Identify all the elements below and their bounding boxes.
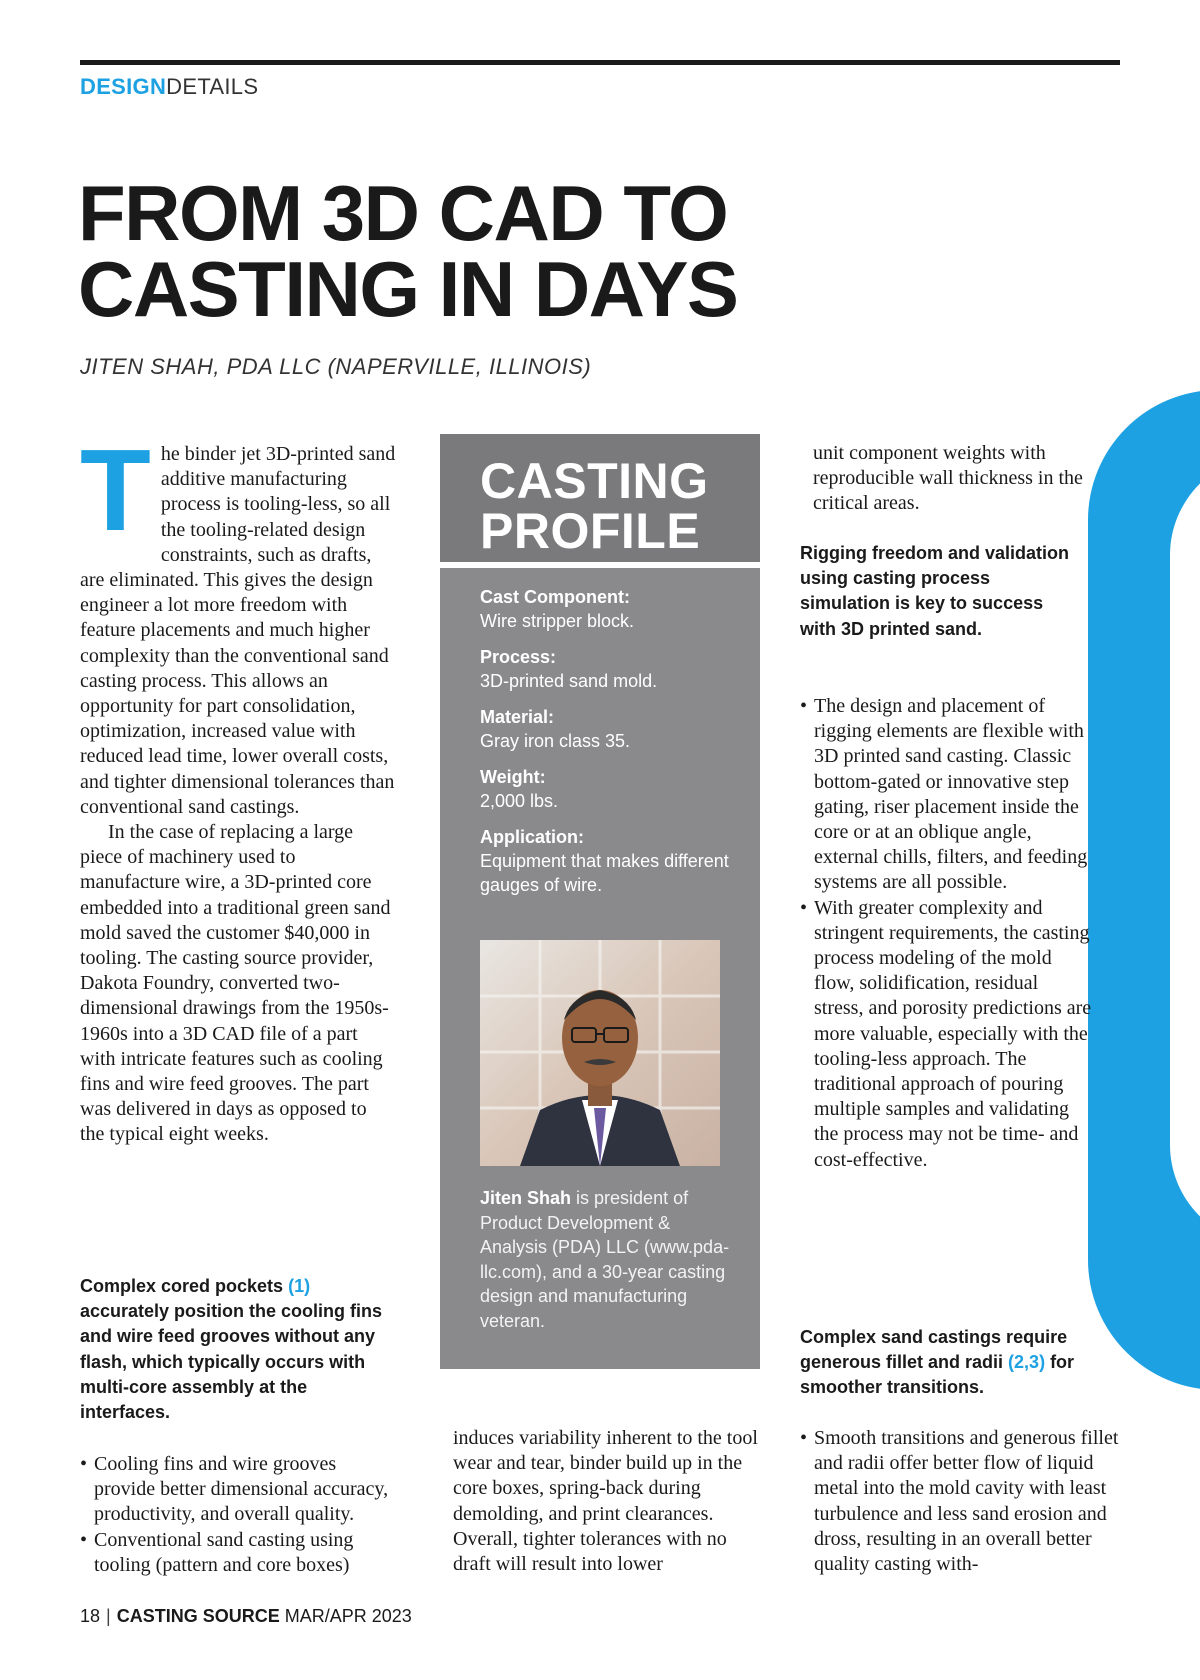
author-bio-text: is president of Product Development & Analysis (PDA) LLC (www.pda-llc.com), and a 30-year casting design and manufacturing veteran. (480, 1188, 730, 1331)
byline: JITEN SHAH, PDA LLC (NAPERVILLE, ILLINOIS) (80, 354, 592, 379)
title-line-1: FROM 3D CAD TO (78, 169, 728, 257)
profile-field-application (480, 825, 740, 897)
paragraph-1-text: he binder jet 3D-printed sand additive manufacturing process is tooling-less, so all the tooling-related design constraints, such as drafts, are eliminated. This gives the design engineer a lot more freedom with feature placements and much higher complexity than the conventional sand casting process. This allows an opportunity for part consolidation, optimization, increased value with reduced lead time, lower overall costs, and tighter dimensional tolerances than conventional sand castings. (80, 443, 396, 818)
subhead-rigging: Rigging freedom and validation using casting process simulation is key to success with 3D printed sand. (800, 543, 1070, 639)
paragraph-col3-top: unit component weights with reproducible wall thickness in the critical areas. (813, 442, 1083, 515)
profile-field-weight (480, 765, 740, 813)
author-photo (480, 940, 720, 1166)
field-value: Equipment that makes different gauges of wire. (480, 851, 729, 895)
figure-ref-1: (1) (288, 1276, 311, 1296)
title-line-2: CASTING IN DAYS (78, 245, 738, 333)
subhead-cored-pockets-text-cont: accurately position the cooling fins and wire feed grooves without any flash, which typically occurs with multi-core assembly at the interfaces. (80, 1301, 383, 1423)
column-1-body (80, 425, 396, 1148)
list-item: • With greater complexity and stringent requirements, the casting process modeling of the mold flow, solidification, residual stress, and porosity predictions are more valuable, especially with the tooling-less approach. The traditional approach of pouring multiple samples and validating the process may not be time- and cost-effective. (800, 896, 1092, 1173)
list-item: • The design and placement of rigging elements are flexible with 3D printed sand casting. Classic bottom-gated or innovative step gating, riser placement inside the core or at an oblique angle, external chills, filters, and feeding systems are all possible. (800, 694, 1092, 896)
column-3-bullets-1 (800, 694, 1092, 1173)
bullet-list-3 (800, 1426, 1120, 1577)
section-label-details: DETAILS (166, 74, 259, 99)
field-label: Application: (480, 827, 584, 847)
decorative-arc-cutout (1170, 455, 1200, 1245)
profile-field-cast-component (480, 585, 740, 633)
article-title (78, 169, 878, 333)
profile-title-line-1: CASTING (480, 453, 709, 509)
profile-divider (440, 562, 760, 568)
issue-date: MAR/APR 2023 (284, 1606, 412, 1626)
column-2-bottom (453, 1426, 769, 1577)
profile-title-line-2: PROFILE (480, 503, 701, 559)
casting-profile-header (440, 434, 760, 562)
subhead-fillets-text: Complex sand castings require generous fillet and radii (800, 1327, 1068, 1373)
subhead-fillets-text-cont: for smoother transitions. (800, 1352, 1075, 1398)
field-value: Gray iron class 35. (480, 731, 631, 751)
field-value: 2,000 lbs. (480, 791, 559, 811)
paragraph-1 (80, 425, 396, 820)
bullet-list-2 (800, 694, 1092, 1173)
field-label: Cast Component: (480, 587, 630, 607)
page-number: 18 (80, 1606, 101, 1626)
paragraph-2: In the case of replacing a large piece of machinery used to manufacture wire, a 3D-printed core embedded into a traditional green sand mold saved the customer $40,000 in tooling. The casting source provider, Dakota Foundry, converted two-dimensional drawings from the 1950s-1960s into a 3D CAD file of a part with intricate features such as cooling fins and wire feed grooves. The part was delivered in days as opposed to the typical eight weeks. (80, 821, 391, 1146)
list-item: • Smooth transitions and generous fillet and radii offer better flow of liquid metal into the mold cavity with least turbulence and less sand erosion and dross, resulting in an overall better quality casting with- (800, 1426, 1120, 1577)
top-rule (80, 60, 1120, 65)
drop-cap: T (80, 425, 151, 555)
footer-divider: | (106, 1606, 111, 1626)
section-label (80, 74, 258, 100)
list-item: • Cooling fins and wire grooves provide better dimensional accuracy, productivity, and overall quality. (80, 1452, 402, 1528)
profile-field-process (480, 645, 740, 693)
field-value: Wire stripper block. (480, 611, 635, 631)
subhead-cored-pockets-text: Complex cored pockets (80, 1276, 289, 1296)
column-1-bullets (80, 1452, 402, 1578)
list-item: • Conventional sand casting using tooling (pattern and core boxes) (80, 1528, 402, 1578)
field-label: Process: (480, 647, 557, 667)
author-name: Jiten Shah (480, 1188, 572, 1208)
profile-fields (480, 585, 740, 909)
column-3-bullets-2 (800, 1426, 1120, 1577)
subhead-fillets (800, 1325, 1100, 1401)
column-3-top (813, 441, 1083, 517)
field-label: Material: (480, 707, 555, 727)
subhead-cored-pockets (80, 1274, 398, 1425)
bullet-list-1 (80, 1452, 402, 1578)
figure-ref-2-3: (2,3) (1008, 1352, 1046, 1373)
paragraph-col2: induces variability inherent to the tool wear and tear, binder build up in the core boxes, spring-back during demolding, and print clearances. Overall, tighter tolerances with no draft will result into lower (453, 1427, 758, 1576)
field-label: Weight: (480, 767, 546, 787)
casting-profile-title (480, 453, 709, 559)
section-label-design: DESIGN (80, 74, 167, 99)
author-bio (480, 1186, 730, 1334)
profile-field-material (480, 705, 740, 753)
field-value: 3D-printed sand mold. (480, 671, 658, 691)
page-footer (80, 1606, 412, 1627)
magazine-name: CASTING SOURCE (116, 1606, 280, 1626)
